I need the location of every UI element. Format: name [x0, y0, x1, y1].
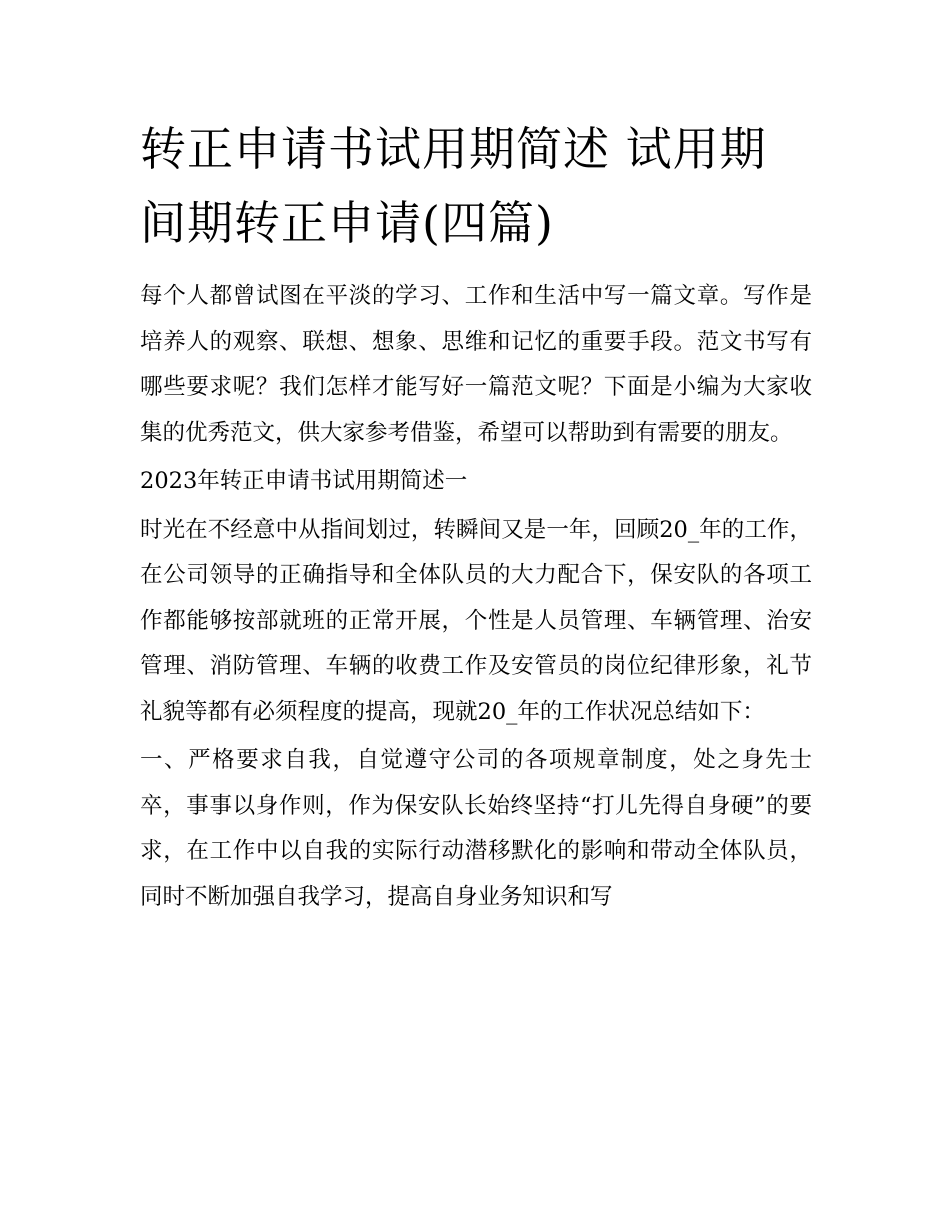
document-title: 转正申请书试用期简述 试用期间期转正申请(四篇)	[140, 122, 767, 250]
document-body	[140, 112, 812, 920]
body-paragraph: 时光在不经意中从指间划过，转瞬间又是一年，回顾20_年的工作，在公司领导的正确指导和全体队员的大力配合下，保安队的各项工作都能够按部就班的正常开展，个性是人员管理、车辆管理、治安管理、消防管理、车辆的收费工作及安管员的岗位纪律形象，礼节礼貌等都有必须程度的提高，现就20_年的工作状况总结如下：	[140, 516, 812, 725]
body-paragraph: 一、严格要求自我，自觉遵守公司的各项规章制度，处之身先士卒，事事以身作则，作为保安队长始终坚持“打儿先得自身硬”的要求，在工作中以自我的实际行动潜移默化的影响和带动全体队员，同时不断加强自我学习，提高自身业务知识和写	[140, 747, 812, 910]
intro-paragraph: 每个人都曾试图在平淡的学习、工作和生活中写一篇文章。写作是培养人的观察、联想、想象、思维和记忆的重要手段。范文书写有哪些要求呢？我们怎样才能写好一篇范文呢？下面是小编为大家收集的优秀范文，供大家参考借鉴，希望可以帮助到有需要的朋友。	[140, 283, 812, 446]
section-heading: 2023年转正申请书试用期简述一	[140, 468, 468, 494]
